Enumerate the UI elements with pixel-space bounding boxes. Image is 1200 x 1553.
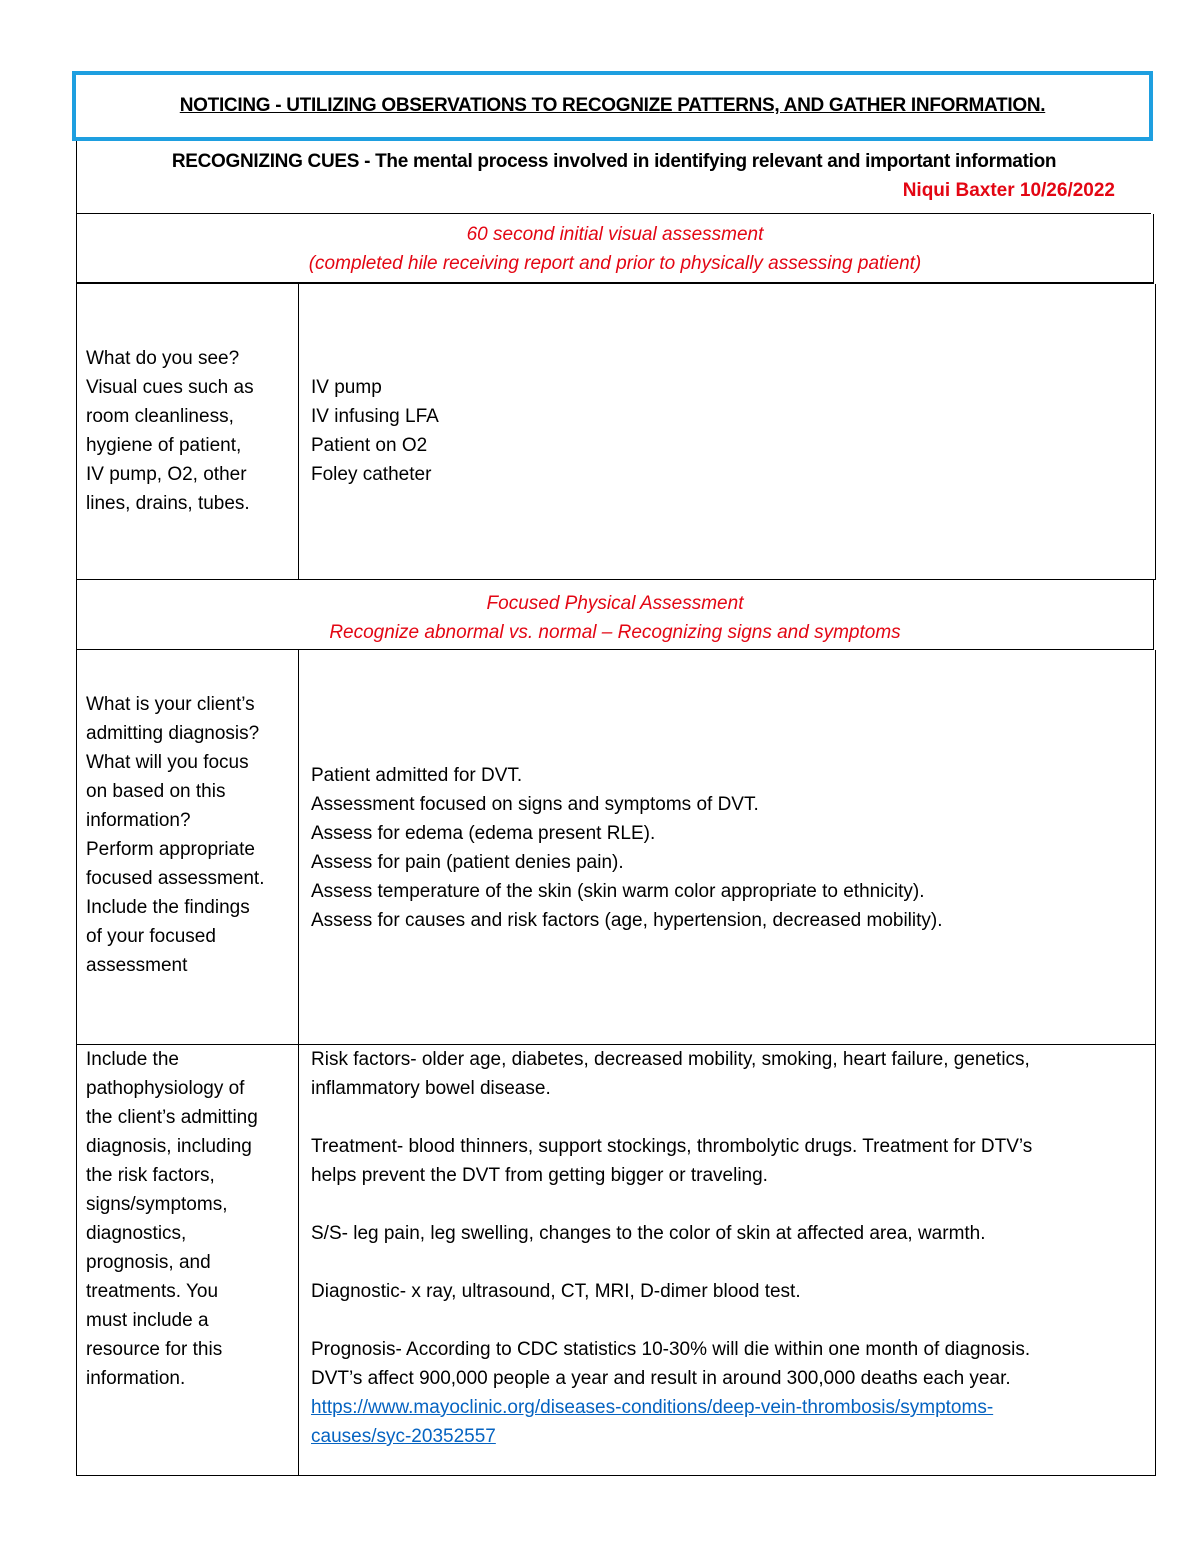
- answer-line: Patient on O2: [311, 435, 428, 456]
- cues-text: - The mental process involved in identifying relevant and important information: [359, 151, 1057, 172]
- risk-factors-line: Risk factors- older age, diabetes, decreased mobility, smoking, heart failure, genetics,: [311, 1049, 1030, 1070]
- prompt-line: treatments. You: [86, 1281, 219, 1302]
- cues-label: RECOGNIZING CUES: [171, 151, 360, 172]
- prompt-line: on based on this: [86, 781, 226, 802]
- risk-factors-line: inflammatory bowel disease.: [311, 1078, 551, 1099]
- prompt-line: pathophysiology of: [86, 1078, 245, 1099]
- prompt-line: What is your client’s: [86, 694, 255, 715]
- prompt-line: Visual cues such as: [86, 377, 254, 398]
- prompt-line: of your focused: [86, 926, 216, 947]
- header-block: [76, 141, 1151, 214]
- prompt-cell: [77, 650, 299, 1044]
- answer-cell: [299, 1045, 1155, 1475]
- answer-line: Assessment focused on signs and symptoms of DVT.: [311, 794, 759, 815]
- prompt-line: information.: [86, 1368, 186, 1389]
- prompt-line: IV pump, O2, other: [86, 464, 247, 485]
- prompt-line: focused assessment.: [86, 868, 265, 889]
- treatment-line: Treatment- blood thinners, support stockings, thrombolytic drugs. Treatment for DTV’s: [311, 1136, 1033, 1157]
- answer-line: IV pump: [311, 377, 382, 398]
- prompt-line: information?: [86, 810, 191, 831]
- answer-cell: [299, 284, 1155, 579]
- table-row-pathophysiology: [76, 1045, 1156, 1476]
- prompt-line: Perform appropriate: [86, 839, 255, 860]
- answer-line: Assess for pain (patient denies pain).: [311, 852, 624, 873]
- prognosis-line: DVT’s affect 900,000 people a year and result in around 300,000 deaths each year.: [311, 1368, 1011, 1389]
- author-date: Niqui Baxter 10/26/2022: [902, 180, 1115, 201]
- answer-line: Assess for causes and risk factors (age, hypertension, decreased mobility).: [311, 910, 943, 931]
- section-focused-assessment: [76, 579, 1154, 650]
- resource-link-continued[interactable]: causes/syc-20352557: [311, 1426, 496, 1447]
- answer-line: Patient admitted for DVT.: [311, 765, 523, 786]
- prompt-cell: [77, 284, 299, 579]
- prompt-line: signs/symptoms,: [86, 1194, 228, 1215]
- table-row-visual-cues: [76, 284, 1156, 580]
- prompt-line: What do you see?: [86, 348, 240, 369]
- treatment-line: helps prevent the DVT from getting bigger or traveling.: [311, 1165, 768, 1186]
- prompt-line: lines, drains, tubes.: [86, 493, 250, 514]
- diagnostic-line: Diagnostic- x ray, ultrasound, CT, MRI, D-dimer blood test.: [311, 1281, 801, 1302]
- prompt-line: diagnostics,: [86, 1223, 187, 1244]
- prognosis-line: Prognosis- According to CDC statistics 10-30% will die within one month of diagnosis.: [311, 1339, 1031, 1360]
- answer-line: Foley catheter: [311, 464, 432, 485]
- answer-line: Assess temperature of the skin (skin warm color appropriate to ethnicity).: [311, 881, 925, 902]
- prompt-line: the risk factors,: [86, 1165, 215, 1186]
- prompt-line: resource for this: [86, 1339, 223, 1360]
- prompt-line: assessment: [86, 955, 188, 976]
- prompt-line: diagnosis, including: [86, 1136, 252, 1157]
- title-box: [72, 71, 1153, 141]
- prompt-line: must include a: [86, 1310, 209, 1331]
- prompt-line: prognosis, and: [86, 1252, 211, 1273]
- prompt-line: What will you focus: [86, 752, 249, 773]
- prompt-line: room cleanliness,: [86, 406, 234, 427]
- prompt-line: Include the findings: [86, 897, 250, 918]
- prompt-cell: [77, 1045, 299, 1475]
- section1-title: 60 second initial visual assessment: [466, 224, 764, 245]
- section2-subtitle: Recognize abnormal vs. normal – Recognizing signs and symptoms: [329, 622, 901, 643]
- section2-title: Focused Physical Assessment: [486, 593, 744, 614]
- table-row-focused-assessment: [76, 650, 1156, 1045]
- prompt-line: hygiene of patient,: [86, 435, 242, 456]
- answer-line: IV infusing LFA: [311, 406, 439, 427]
- prompt-line: Include the: [86, 1049, 179, 1070]
- prompt-line: the client’s admitting: [86, 1107, 258, 1128]
- section1-subtitle: (completed hile receiving report and prior to physically assessing patient): [308, 253, 922, 274]
- resource-link[interactable]: https://www.mayoclinic.org/diseases-conditions/deep-vein-thrombosis/symptoms-: [311, 1397, 994, 1418]
- prompt-line: admitting diagnosis?: [86, 723, 260, 744]
- answer-cell: [299, 650, 1155, 1044]
- signs-symptoms-line: S/S- leg pain, leg swelling, changes to the color of skin at affected area, warmth.: [311, 1223, 986, 1244]
- section-visual-assessment: [76, 214, 1154, 284]
- answer-line: Assess for edema (edema present RLE).: [311, 823, 656, 844]
- page-title: NOTICING - UTILIZING OBSERVATIONS TO RECOGNIZE PATTERNS, AND GATHER INFORMATION.: [179, 95, 1046, 116]
- recognizing-cues-line: [77, 151, 1151, 173]
